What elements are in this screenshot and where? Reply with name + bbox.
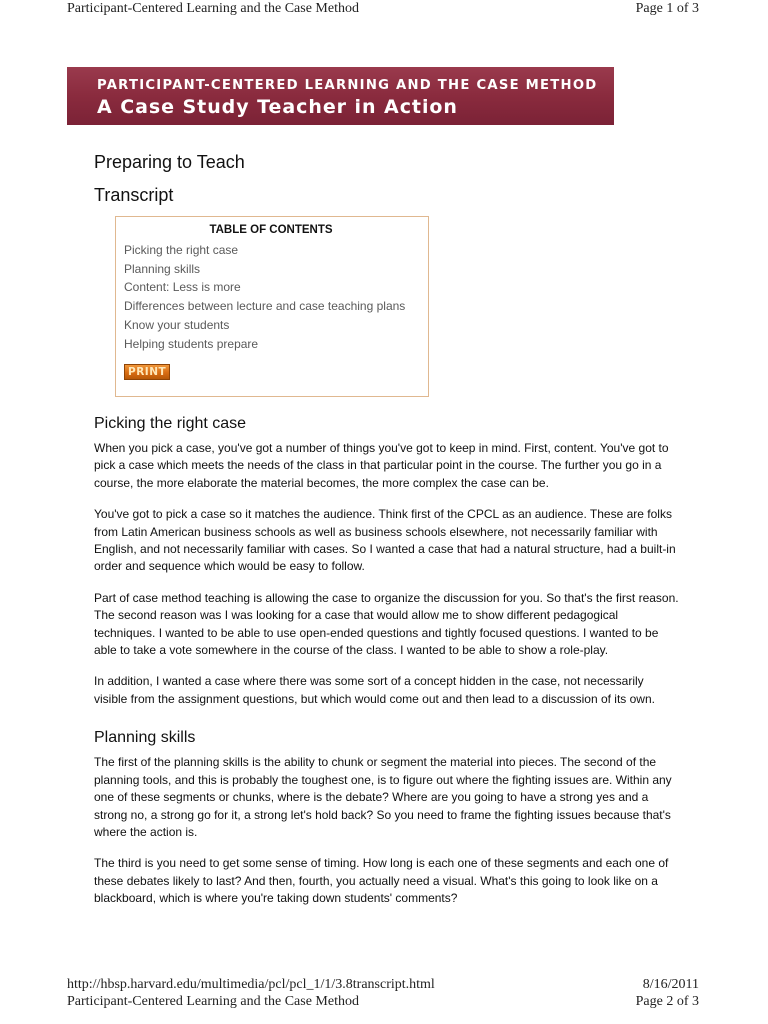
footer-url: http://hbsp.harvard.edu/multimedia/pcl/pcl_1/1/3.8transcript.html — [67, 977, 435, 992]
print-button[interactable]: PRINT — [124, 364, 170, 380]
toc-link-helping-students-prepare[interactable]: Helping students prepare — [124, 336, 259, 351]
table-of-contents — [115, 216, 429, 397]
paragraph: When you pick a case, you've got a number of things you've got to keep in mind. First, content. You've got to pick a case which meets the needs of the class in that particular point in the course. The further you go in a course, the more elaborate the material becomes, the more complex the case can be. — [94, 441, 669, 490]
paragraph: In addition, I wanted a case where there was some sort of a concept hidden in the case, not necessarily visible from the assignment questions, but which would come out and then lead to a discussion of its own. — [94, 674, 655, 706]
toc-title: TABLE OF CONTENTS — [209, 224, 333, 236]
print-header-page: Page 1 of 3 — [635, 1, 699, 16]
page-subtitle: Transcript — [94, 185, 174, 205]
paragraph: The third is you need to get some sense of timing. How long is each one of these segments and each one of these debates likely to last? And then, fourth, you actually need a visual. What's this going to look like on a blackboard, which is where you're taking down students' comments? — [94, 856, 669, 906]
toc-link-lecture-vs-case-plans[interactable]: Differences between lecture and case teaching plans — [124, 299, 406, 314]
title-banner — [67, 67, 614, 125]
footer-date: 8/16/2011 — [642, 977, 699, 992]
paragraph: Part of case method teaching is allowing the case to organize the discussion for you. So that's the first reason. The second reason was I was looking for a case that would allow me to show different pedagogical techniques. I wanted to be able to use open-ended questions and tightly focused questions. I wanted to be able to take a vote somewhere in the course of the class. I wanted to be able to show a role-play. — [94, 590, 679, 658]
paragraph: You've got to pick a case so it matches the audience. Think first of the CPCL as an audience. These are folks from Latin American business schools as well as business schools elsewhere, not necessarily familiar with English, and not necessarily familiar with cases. So I wanted a case that had a natural structure, had a built-in order and sequence which would be easy to follow. — [94, 507, 676, 574]
banner-kicker: PARTICIPANT-CENTERED LEARNING AND THE CASE METHOD — [97, 78, 598, 93]
toc-link-know-your-students[interactable]: Know your students — [124, 317, 230, 332]
footer-page: Page 2 of 3 — [635, 994, 699, 1009]
main-content — [94, 150, 679, 908]
section-heading-picking-the-right-case: Picking the right case — [94, 415, 247, 432]
paragraph: The first of the planning skills is the ability to chunk or segment the material into pieces. The second of the planning tools, and this is probably the toughest one, is to figure out where the fighting issues are. Within any one of these segments or chunks, where is the debate? Where are you going to have a strong yes and a strong no, a strong go for it, a strong let's hold back? So you need to frame the fighting issues because that's where the action is. — [94, 755, 672, 839]
print-header — [0, 0, 768, 20]
toc-link-content-less-is-more[interactable]: Content: Less is more — [124, 280, 241, 295]
toc-link-picking-the-right-case[interactable]: Picking the right case — [124, 243, 239, 257]
section-heading-planning-skills: Planning skills — [94, 729, 196, 747]
footer-title: Participant-Centered Learning and the Case Method — [67, 994, 359, 1009]
print-header-title: Participant-Centered Learning and the Case Method — [67, 1, 359, 16]
banner-title: A Case Study Teacher in Action — [97, 96, 458, 118]
toc-link-planning-skills[interactable]: Planning skills — [124, 261, 201, 276]
print-footer — [0, 975, 768, 1023]
page-title: Preparing to Teach — [94, 152, 245, 172]
